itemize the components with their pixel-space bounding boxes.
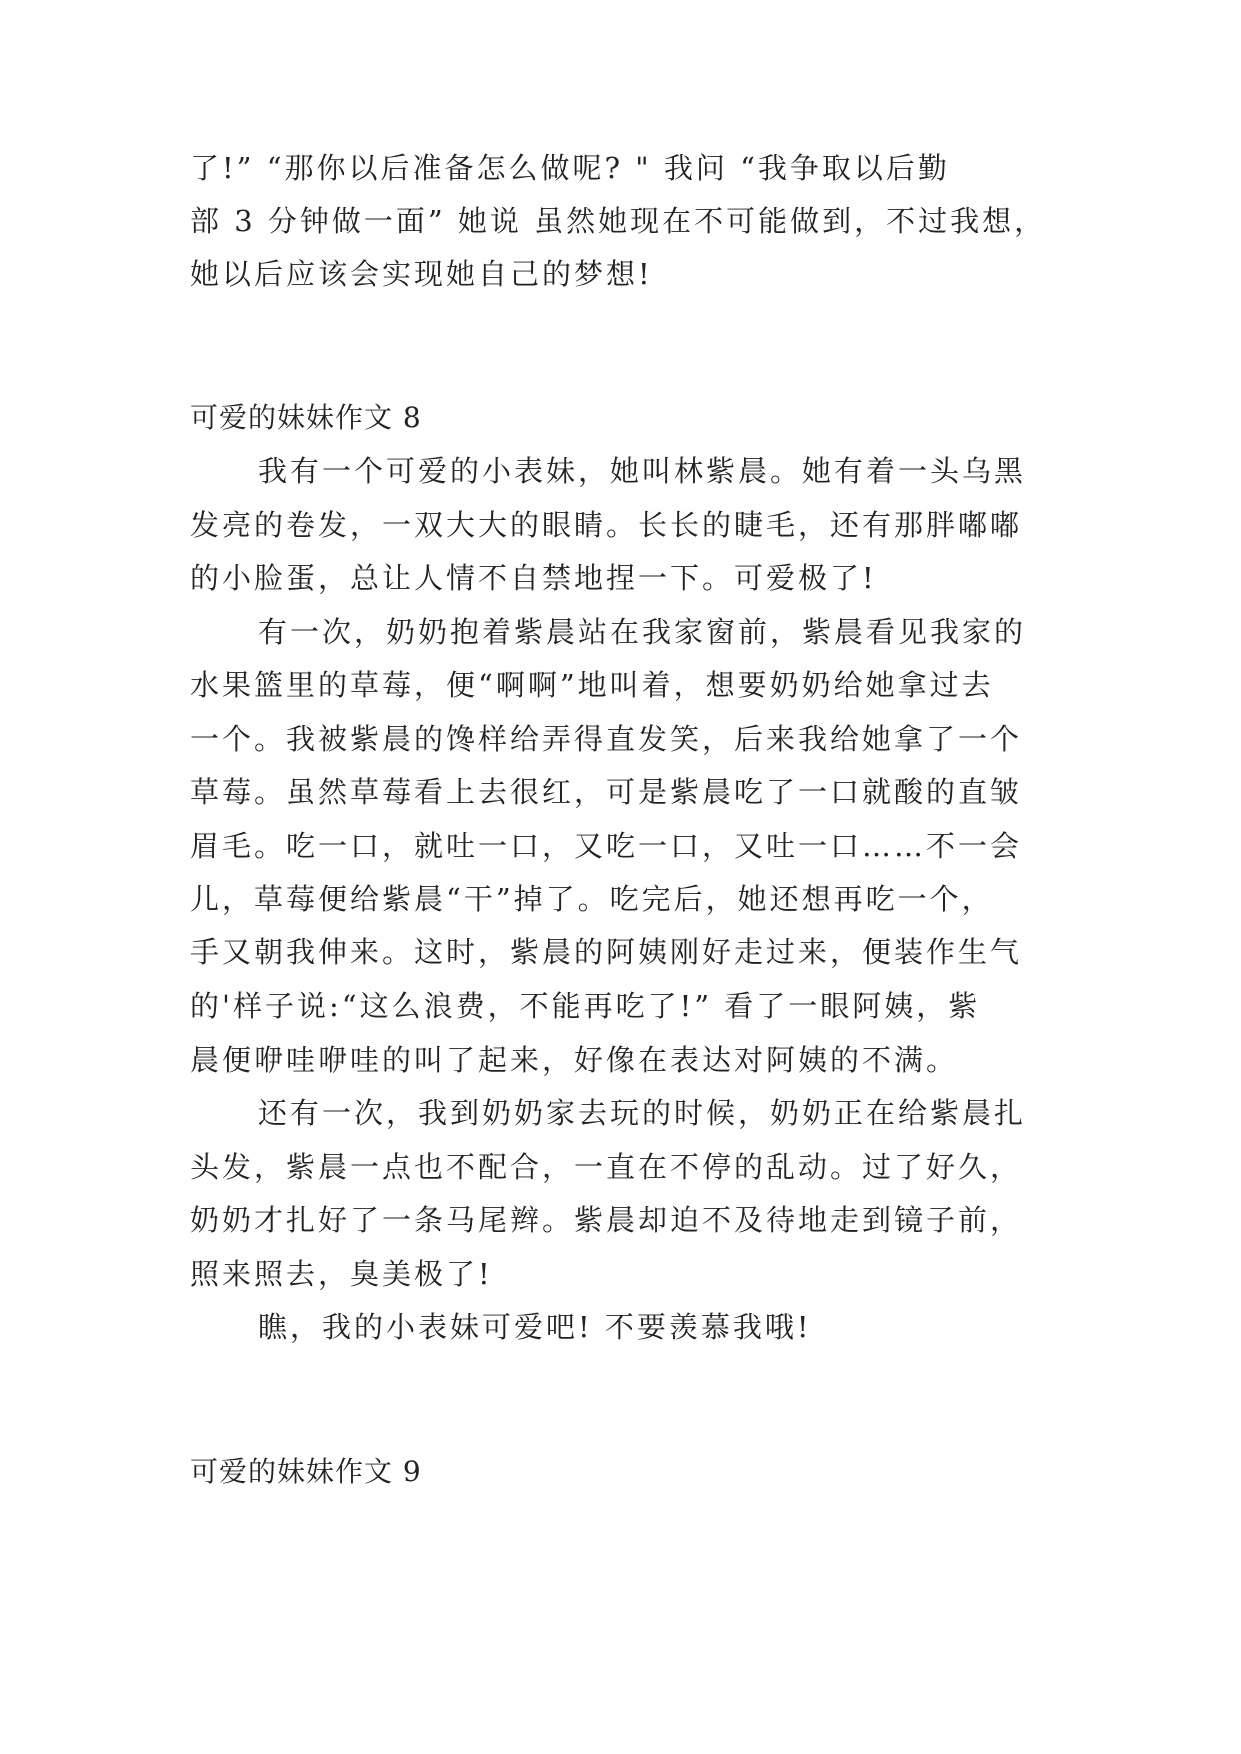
essay8-line-6: 一个。我被紫晨的馋样给弄得直发笑，后来我给她拿了一个 (190, 722, 1023, 756)
essay8-line-8: 眉毛。吃一口，就吐一口，又吃一口，又吐一口……不一会 (190, 829, 1023, 863)
essay8-line-11: 的'样子说:“这么浪费，不能再吃了!” 看了一眼阿姨，紫 (190, 989, 981, 1023)
essay8-line-12: 晨便咿哇咿哇的叫了起来，好像在表达对阿姨的不满。 (190, 1043, 959, 1077)
essay8-line-1: 我有一个可爱的小表妹，她叫林紫晨。她有着一头乌黑 (258, 454, 1027, 488)
intro-line-1: 了!” “那你以后准备怎么做呢? " 我问 “我争取以后勤 (190, 151, 950, 185)
essay8-line-4: 有一次，奶奶抱着紫晨站在我家窗前，紫晨看见我家的 (258, 615, 1027, 649)
essay8-line-10: 手又朝我伸来。这时，紫晨的阿姨刚好走过来，便装作生气 (190, 935, 1023, 969)
essay8-line-16: 照来照去，臭美极了! (190, 1257, 493, 1291)
essay8-title: 可爱的妹妹作文 8 (190, 401, 422, 434)
essay8-line-13: 还有一次，我到奶奶家去玩的时候，奶奶正在给紫晨扎 (258, 1096, 1027, 1130)
essay8-line-5: 水果篮里的草莓，便“啊啊”地叫着，想要奶奶给她拿过去 (190, 668, 994, 702)
intro-line-3: 她以后应该会实现她自己的梦想! (190, 257, 653, 291)
essay8-line-17: 瞧，我的小表妹可爱吧! 不要羡慕我哦! (258, 1310, 812, 1344)
essay8-line-7: 草莓。虽然草莓看上去很红，可是紫晨吃了一口就酸的直皱 (190, 775, 1023, 809)
essay8-line-14: 头发，紫晨一点也不配合，一直在不停的乱动。过了好久， (190, 1150, 1023, 1184)
essay8-line-9: 儿，草莓便给紫晨“干”掉了。吃完后，她还想再吃一个， (190, 882, 994, 916)
essay8-line-15: 奶奶才扎好了一条马尾辫。紫晨却迫不及待地走到镜子前， (190, 1203, 1023, 1237)
essay8-line-2: 发亮的卷发，一双大大的眼睛。长长的睫毛，还有那胖嘟嘟 (190, 508, 1023, 542)
essay9-title: 可爱的妹妹作文 9 (190, 1455, 422, 1488)
intro-line-2: 部 3 分钟做一面” 她说 虽然她现在不可能做到，不过我想， (190, 204, 1047, 238)
essay8-line-3: 的小脸蛋，总让人情不自禁地捏一下。可爱极了! (190, 561, 877, 595)
